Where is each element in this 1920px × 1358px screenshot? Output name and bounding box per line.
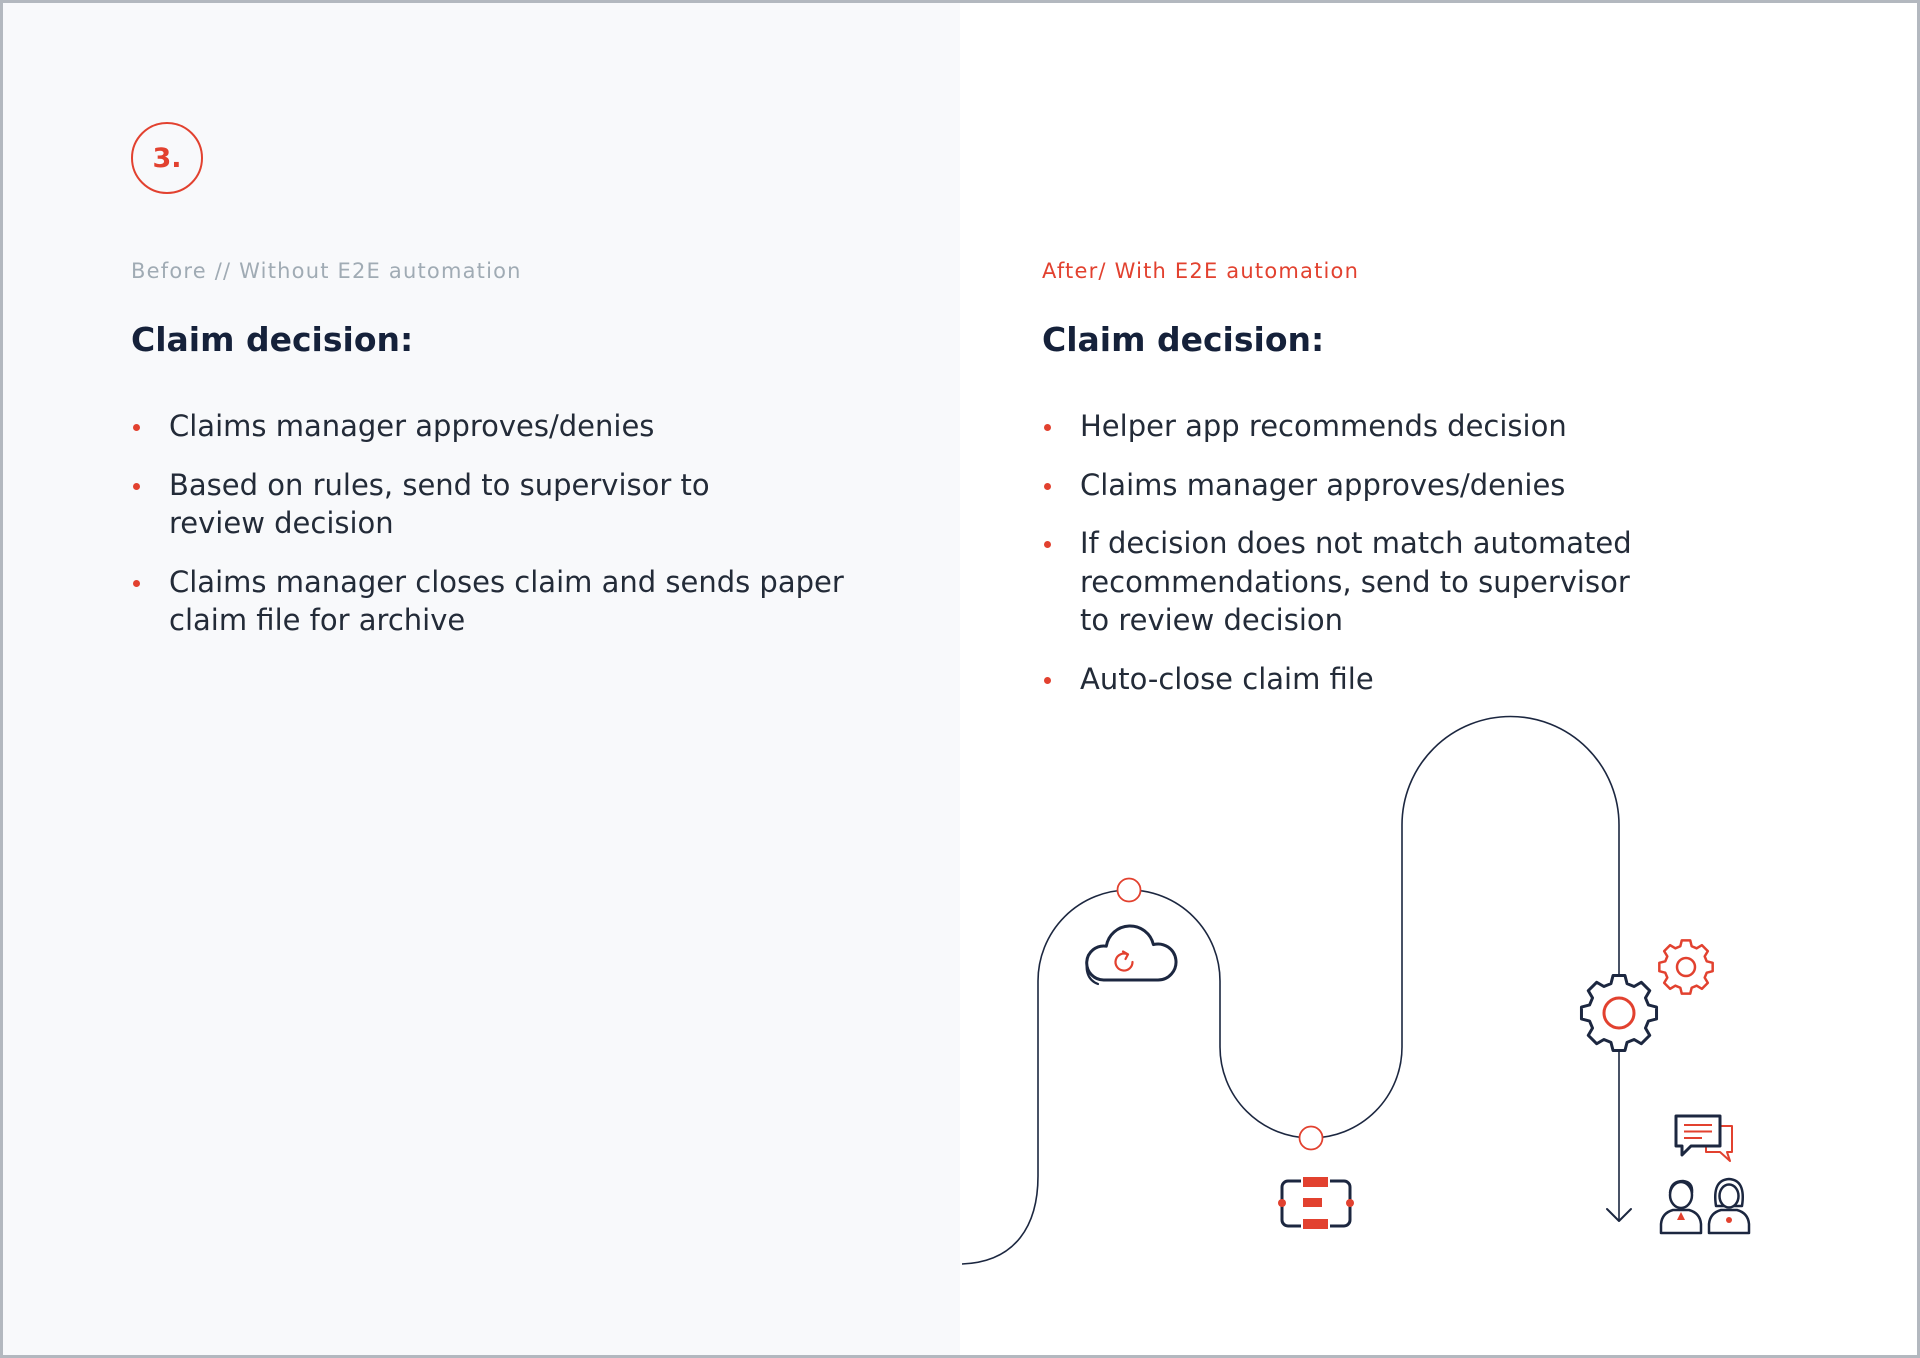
bullet-text-line: Claims manager approves/denies bbox=[1080, 467, 1566, 502]
person-hair bbox=[1670, 1181, 1692, 1193]
cloud-shadow-outline bbox=[1087, 958, 1098, 984]
refresh-arrowhead bbox=[1123, 952, 1128, 960]
person-hair bbox=[1715, 1179, 1743, 1206]
before-bullet-list bbox=[131, 407, 844, 660]
list-item bbox=[131, 563, 844, 640]
bullet-dot bbox=[133, 424, 140, 431]
bullet-dot bbox=[1044, 483, 1051, 490]
bullet-text-line: If decision does not match automated bbox=[1080, 526, 1632, 560]
bullet-text-line: Claims manager approves/denies bbox=[169, 409, 655, 443]
person-body bbox=[1709, 1210, 1749, 1233]
bullet-dot bbox=[133, 483, 140, 490]
step-number: 3. bbox=[152, 142, 182, 174]
cloud-sync-icon bbox=[1087, 926, 1176, 984]
after-column bbox=[1042, 0, 1822, 760]
bullet-dot bbox=[1044, 424, 1051, 431]
bullet-dot bbox=[133, 580, 140, 587]
cloud-outline bbox=[1087, 926, 1176, 980]
small-gear-center bbox=[1677, 958, 1695, 976]
module-port-left bbox=[1278, 1199, 1286, 1207]
process-module-icon bbox=[1278, 1176, 1354, 1230]
bullet-text-line: Auto-close claim file bbox=[1080, 661, 1374, 696]
list-item bbox=[131, 407, 844, 446]
after-title: Claim decision: bbox=[1042, 320, 1325, 359]
bullet-text-line: recommendations, send to supervisor bbox=[1080, 564, 1630, 599]
person-badge bbox=[1726, 1217, 1732, 1223]
gear-center-ring bbox=[1604, 998, 1634, 1028]
module-bar-middle bbox=[1302, 1197, 1323, 1208]
gear-icon bbox=[1581, 975, 1656, 1050]
person-man-icon bbox=[1661, 1181, 1701, 1233]
gear-outline bbox=[1581, 975, 1656, 1050]
small-gear-outline bbox=[1659, 940, 1712, 993]
bullet-dot bbox=[1044, 541, 1051, 548]
bullet-text-line: claim file for archive bbox=[169, 603, 466, 637]
person-woman-icon bbox=[1709, 1179, 1749, 1233]
people-icon bbox=[1661, 1179, 1749, 1233]
list-item bbox=[131, 466, 844, 543]
person-head bbox=[1720, 1185, 1739, 1208]
list-item bbox=[1042, 466, 1632, 505]
list-item bbox=[1042, 660, 1632, 699]
module-frame bbox=[1282, 1181, 1350, 1226]
person-tie bbox=[1677, 1212, 1685, 1220]
module-bar-top bbox=[1302, 1176, 1329, 1188]
bullet-text-line: Helper app recommends decision bbox=[1080, 409, 1567, 443]
bullet-text-line: review decision bbox=[169, 506, 394, 540]
module-port-right bbox=[1346, 1199, 1354, 1207]
after-label: After/ With E2E automation bbox=[1042, 259, 1360, 283]
person-head bbox=[1670, 1182, 1692, 1208]
before-column bbox=[131, 0, 911, 760]
list-item bbox=[1042, 524, 1632, 640]
journey-path bbox=[962, 717, 1619, 1265]
bullet-dot bbox=[1044, 677, 1051, 684]
after-bullet-list bbox=[1042, 407, 1632, 718]
arrow-down-icon bbox=[1607, 1209, 1631, 1221]
before-title: Claim decision: bbox=[131, 320, 414, 359]
refresh-arc bbox=[1116, 954, 1133, 971]
before-label: Before // Without E2E automation bbox=[131, 259, 522, 283]
person-body bbox=[1661, 1210, 1701, 1233]
chat-bubbles-icon bbox=[1676, 1116, 1732, 1161]
bullet-text-line: Based on rules, send to supervisor to bbox=[169, 467, 710, 502]
chat-bubble-front bbox=[1676, 1116, 1720, 1155]
path-marker bbox=[1300, 1127, 1323, 1150]
small-gear-icon bbox=[1659, 940, 1712, 993]
bullet-text-line: to review decision bbox=[1080, 603, 1343, 637]
bullet-text-line: Claims manager closes claim and sends paper bbox=[169, 564, 844, 599]
module-bar-bottom bbox=[1302, 1218, 1329, 1230]
path-marker bbox=[1118, 879, 1141, 902]
chat-bubble-back bbox=[1706, 1126, 1732, 1161]
list-item bbox=[1042, 407, 1632, 446]
